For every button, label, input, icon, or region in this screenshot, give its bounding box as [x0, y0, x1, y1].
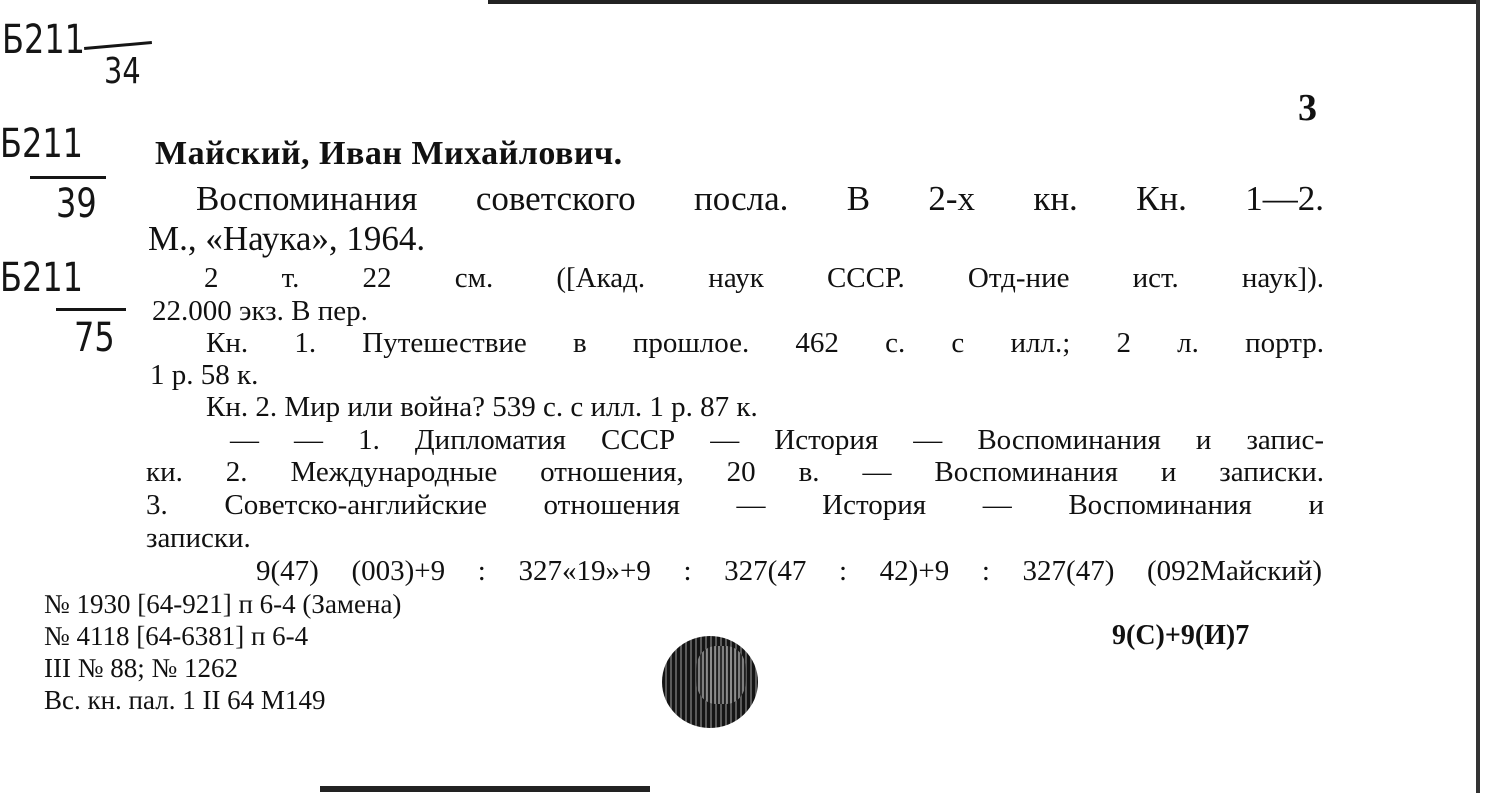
- shelfmark-1: Б211: [2, 17, 86, 63]
- punch-hole-stamp: [662, 636, 758, 728]
- volume-1-line-1: Кн. 1. Путешествие в прошлое. 462 с. с илл.; 2 л. портр.: [206, 327, 1324, 359]
- physical-description-2: 22.000 экз. В пер.: [152, 295, 368, 327]
- udc-index: 9(47) (003)+9 : 327«19»+9 : 327(47 : 42)+9 : 327(47) (092Майский): [256, 555, 1322, 587]
- footer-line-2: № 4118 [64-6381] п 6-4: [44, 621, 309, 651]
- subjects-line-3: 3. Советско-английские отношения — История — Воспоминания и: [146, 489, 1324, 521]
- shelfmark-1-divider: [84, 41, 152, 50]
- shelfmark-3-divider: [56, 308, 126, 311]
- right-border: [1476, 0, 1480, 793]
- footer-line-4: Вс. кн. пал. 1 II 64 М149: [44, 685, 326, 715]
- bottom-border: [320, 786, 650, 792]
- physical-description-1: 2 т. 22 см. ([Акад. наук СССР. Отд-ние ист. наук]).: [204, 262, 1324, 294]
- title-line-2: М., «Наука», 1964.: [148, 219, 426, 258]
- volume-1-line-2: 1 р. 58 к.: [150, 359, 259, 391]
- top-border: [488, 0, 1478, 4]
- page-number: 3: [1298, 87, 1317, 129]
- classification-code: 9(С)+9(И)7: [1112, 620, 1250, 651]
- footer-line-3: III № 88; № 1262: [44, 653, 238, 683]
- subjects-line-4: записки.: [146, 522, 251, 554]
- shelfmark-3-sub: 75: [74, 315, 115, 361]
- author-heading: Майский, Иван Михайлович.: [155, 135, 623, 172]
- shelfmark-1-sub: 34: [104, 51, 141, 92]
- shelfmark-3: Б211: [0, 255, 84, 301]
- subjects-line-2: ки. 2. Международные отношения, 20 в. — Воспоминания и записки.: [146, 456, 1324, 488]
- footer-line-1: № 1930 [64-921] п 6-4 (Замена): [44, 589, 402, 619]
- title-line-1: Воспоминания советского посла. В 2-х кн. Кн. 1—2.: [196, 179, 1324, 218]
- volume-2-line: Кн. 2. Мир или война? 539 с. с илл. 1 р. 87 к.: [206, 391, 758, 423]
- shelfmark-2: Б211: [0, 121, 84, 167]
- shelfmark-2-divider: [30, 176, 106, 179]
- subjects-line-1: — — 1. Дипломатия СССР — История — Воспоминания и запис-: [230, 424, 1324, 456]
- shelfmark-2-sub: 39: [56, 181, 97, 227]
